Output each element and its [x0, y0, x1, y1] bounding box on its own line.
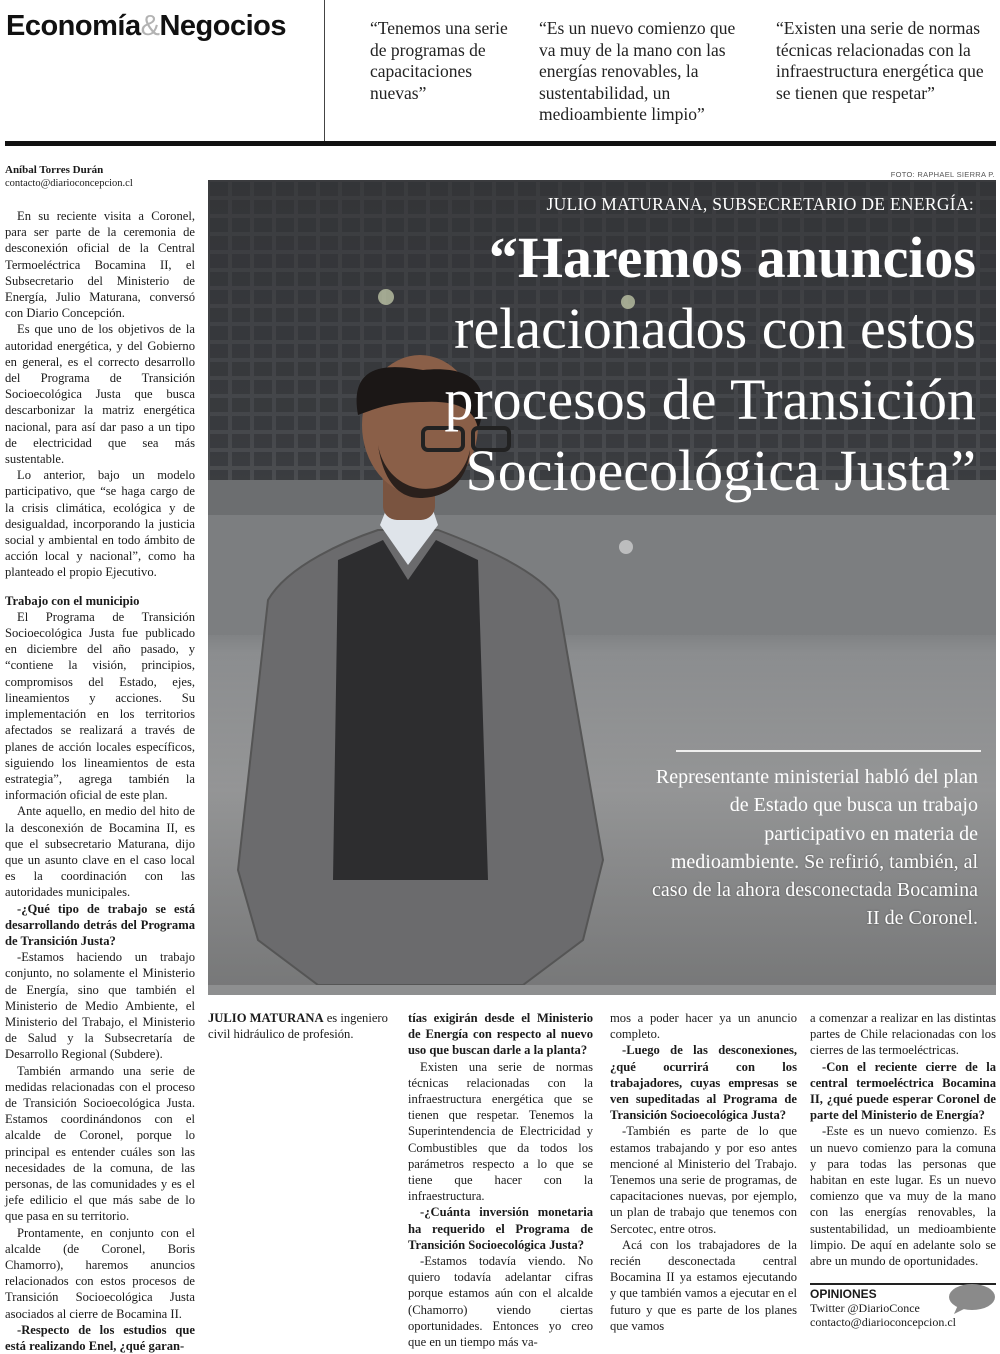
- photo-credit: FOTO: RAPHAEL SIERRA P.: [890, 170, 995, 179]
- paragraph: El Programa de Transición Socioecológica Justa fue publicado en diciembre del año pasado, y “contiene la visión, principios, compromisos del Estado, ejes, lineamientos y acciones. Su implementación en los territorios afectados se realizará a través de planes de acción locales específicos, siguiendo los lineamientos de esta estrategia”, agrega también la información oficial de este plan.: [5, 609, 195, 803]
- deck-part-2: Se refirió, también, al caso de la ahora desconectada Bocamina II de Coronel.: [652, 850, 978, 930]
- interview-question: -Luego de las desconexiones, ¿qué ocurrirá con los trabajadores, cuyas empresas se ven supeditadas al Programa de Transición Socioecológica Justa?: [610, 1043, 797, 1123]
- interview-question: -¿Cuánta inversión monetaria ha requerido el Programa de Transición Socioecológica Justa?: [408, 1205, 593, 1252]
- interview-question: -¿Qué tipo de trabajo se está desarrollando detrás del Programa de Transición Justa?: [5, 901, 195, 948]
- caption-name: JULIO MATURANA: [208, 1011, 324, 1025]
- caption-text: es ingeniero civil hidráulico de profesión.: [208, 1011, 388, 1042]
- paragraph: Lo anterior, bajo un modelo participativo, que “se haga cargo de la crisis climática, ecológica y de desigualdad, incorporando la justicia social y ambiental en todo ámbito de acción local y nacional”, como ha planteado el propio Ejecutivo.: [5, 468, 195, 580]
- paragraph: Acá con los trabajadores de la recién desconectada central Bocamina II ya estamos ejecutando y que también vamos a ejecutar en el futuro y que es parte de los planes que vamos: [610, 1237, 797, 1333]
- masthead-rule: [5, 141, 996, 146]
- interview-question: -Respecto de los estudios que está realizando Enel, ¿qué garan-: [5, 1322, 195, 1354]
- opinions-email[interactable]: contacto@diarioconcepcion.cl: [810, 1315, 956, 1329]
- author-email: contacto@diarioconcepcion.cl: [5, 177, 133, 189]
- paragraph: -También es parte de lo que estamos trabajando y por eso antes mencioné al Ministerio del Trabajo. Tenemos una serie de programas, de capacitaciones nuevas, por ejemplo, un plan de trabajo que tenemos con Sercotec, entre otros.: [610, 1124, 797, 1236]
- article-column-4: [610, 1010, 797, 1334]
- headline-kicker: JULIO MATURANA, SUBSECRETARIO DE ENERGÍA:: [546, 194, 974, 214]
- section-ampersand: &: [140, 10, 160, 42]
- deck-divider: [676, 750, 981, 752]
- article-column-1: [5, 208, 195, 1354]
- masthead: [0, 0, 1000, 146]
- paragraph: a comenzar a realizar en las distintas partes de Chile relacionadas con los cierres de las termoeléctricas.: [810, 1011, 996, 1058]
- masthead-divider: [324, 0, 325, 142]
- opinions-box: [810, 1283, 996, 1329]
- pullquote-3: “Existen una serie de normas técnicas relacionadas con la infraestructura energética que se tienen que respetar”: [776, 18, 984, 103]
- article-column-3: [408, 1010, 593, 1350]
- deck: [648, 763, 978, 933]
- byline: [5, 164, 200, 190]
- paragraph: -Estamos todavía viendo. No quiero todavía adelantar cifras porque estamos aún con el alcalde (Chamorro) viendo ciertas oportunidades. Entonces yo creo que en un tiempo más va-: [408, 1254, 593, 1350]
- pullquote-1: “Tenemos una serie de programas de capacitaciones nuevas”: [370, 18, 508, 103]
- opinions-title: OPINIONES: [810, 1287, 877, 1301]
- photo-caption: [208, 1010, 398, 1042]
- paragraph: -Estamos haciendo un trabajo conjunto, no solamente el Ministerio de Energía, sino que también el Ministerio de Medio Ambiente, el Ministerio del Trabajo, el Ministerio de Salud y la Subsecretaría de Desarrollo Regional (Subdere).: [5, 950, 195, 1062]
- author-name: Aníbal Torres Durán: [5, 164, 104, 176]
- headline-rest: relacionados con estos procesos de Transición Socioecológica Justa”: [444, 296, 976, 503]
- headline-bold-line: “Haremos anuncios: [488, 225, 976, 290]
- opinions-twitter[interactable]: Twitter @DiarioConce: [810, 1301, 920, 1315]
- paragraph: En su reciente visita a Coronel, para ser parte de la ceremonia de desconexión oficial de la Central Termoeléctrica Bocamina II, el Subsecretario del Ministerio de Energía, Julio Maturana, conversó con Diario Concepción.: [5, 209, 195, 321]
- paragraph: Es que uno de los objetivos de la autoridad energética, y del Gobierno en general, es el correcto desarrollo del Programa de Transición Socioecológica Justa que busca descarbonizar la matriz energética nacional, para así dar paso a un tipo de electricidad que sea más sustentable.: [5, 322, 195, 467]
- paragraph: -Este es un nuevo comienzo. Es un nuevo comienzo para la comuna y para todas las personas que habitan en este lugar. Es un nuevo comienzo que va muy de la mano con las energías renovables, la sustentabilidad, un medioambiente limpio. De aquí en adelante solo se abre un mundo de oportunidades.: [810, 1124, 996, 1269]
- interview-question: -Con el reciente cierre de la central termoeléctrica Bocamina II, ¿qué puede esperar Coronel de parte del Ministerio de Energía?: [810, 1059, 996, 1123]
- paragraph: También armando una serie de medidas relacionadas con el proceso de Transición Socioecológica Justa. Estamos coordinándonos con el alcalde de Coronel, porque lo principal es entender cuáles son las necesidades de la comuna, de las personas, de las comunidades y es el jefe edilicio el que más sabe de lo que pasa en su territorio.: [5, 1063, 195, 1224]
- subheading: Trabajo con el municipio: [5, 593, 140, 608]
- paragraph: Ante aquello, en medio del hito de la desconexión de Bocamina II, es que el subsecretario Maturana, dijo que un asunto clave en el caso local es la coordinación con las autoridades municipales.: [5, 804, 195, 900]
- paragraph: Prontamente, en conjunto con el alcalde (de Coronel, Boris Chamorro), haremos anuncios relacionados con estos procesos de Transición Socioecológica Justa asociados al cierre de Bocamina II.: [5, 1225, 195, 1321]
- paragraph: mos a poder hacer ya un anuncio completo.: [610, 1011, 797, 1042]
- main-photo: [208, 180, 996, 995]
- interview-question: tías exigirán desde el Ministerio de Energía con respecto al nuevo uso que buscan darle a la planta?: [408, 1011, 593, 1058]
- deck-part-1: Representante ministerial habló del plan de Estado que busca un trabajo participativo en materia de medioambiente.: [655, 766, 978, 873]
- paragraph: Existen una serie de normas técnicas relacionadas con la infraestructura energética que se tienen que respetar. Tenemos la Superintendencia de Electricidad y Combustibles que da todos los parámetros respecto a lo que se tiene que hacer con la infraestructura.: [408, 1059, 593, 1204]
- headline: [336, 222, 976, 506]
- pullquote-2: “Es un nuevo comienzo que va muy de la mano con las energías renovables, la sustentabilidad, un medioambiente limpio”: [539, 18, 736, 124]
- speech-bubble-icon: [948, 1283, 996, 1315]
- article-column-5: [810, 1010, 996, 1269]
- section-title: Economía&Negocios: [6, 10, 286, 42]
